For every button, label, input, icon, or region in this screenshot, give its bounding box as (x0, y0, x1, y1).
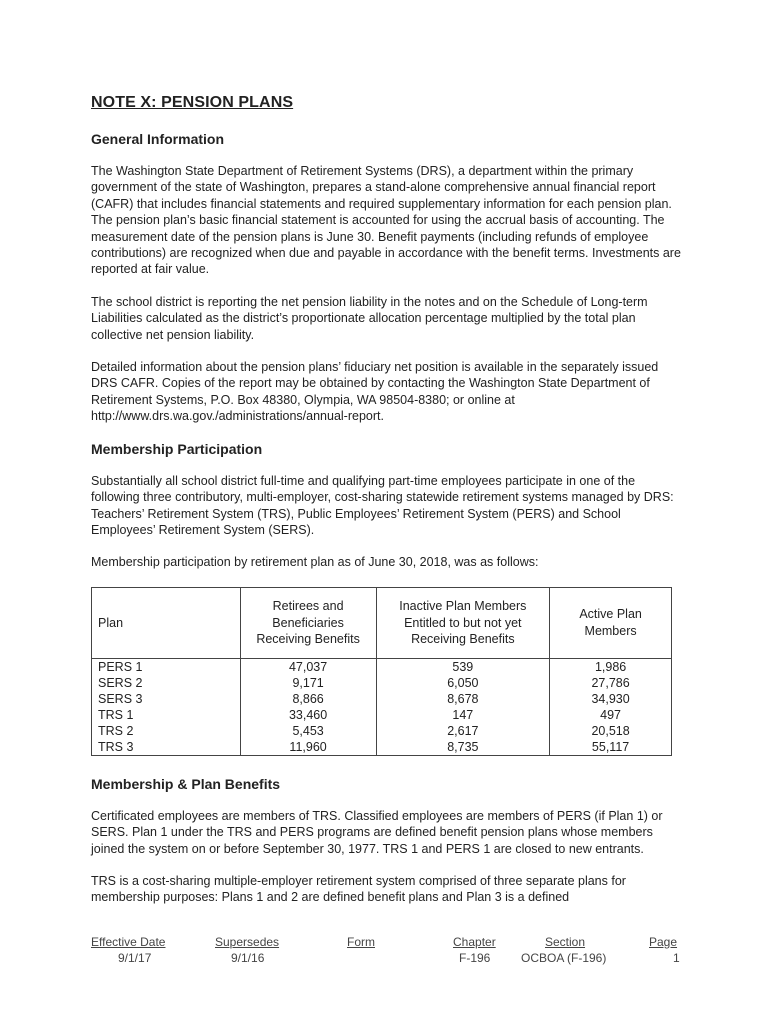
membership-table (91, 587, 672, 756)
general-paragraph-2: The school district is reporting the net pension liability in the notes and on the Schedule of Long-term Liabilities calculated as the district’s proportionate allocation percentage multiplied by the total plan collective net pension liability. (91, 294, 648, 342)
cell-retirees: 9,171 (240, 675, 376, 691)
membership-paragraph-1: Substantially all school district full-time and qualifying part-time employees participate in one of the following three contributory, multi-employer, cost-sharing statewide retirement systems managed by DRS: Teachers’ Retirement System (TRS), Public Employees’ Retirement System (PERS) and School Employees’ Retirement System (SERS). (91, 473, 674, 537)
general-paragraph-1: The Washington State Department of Retirement Systems (DRS), a department within the primary government of the state of Washington, prepares a stand-alone comprehensive annual financial report (CAFR) that includes financial statements and required supplementary information for each pension plan. The pension plan’s basic financial statement is accounted for using the accrual basis of accounting. The measurement date of the pension plans is June 30. Benefit payments (including refunds of employee contributions) are recognized when due and payable in accordance with the benefit terms. Investments are reported at fair value. (91, 164, 681, 277)
cell-plan: SERS 3 (92, 691, 241, 707)
table-row (92, 723, 672, 739)
cell-retirees: 8,866 (240, 691, 376, 707)
page-footer (91, 935, 681, 967)
cell-active: 497 (550, 707, 672, 723)
general-paragraph-3: Detailed information about the pension plans’ fiduciary net position is available in the separately issued DRS CAFR. Copies of the report may be obtained by contacting the Washington State Department of Retirement Systems, P.O. Box 48380, Olympia, WA 98504-8380; or online at http://www.drs.wa.gov./administrations/annual-report. (91, 360, 659, 424)
membership-paragraph-2: Membership participation by retirement plan as of June 30, 2018, was as follows: (91, 555, 539, 570)
footer-value-chapter: F-196 (459, 951, 491, 965)
table-header-row (92, 587, 672, 658)
section-heading-general: General Information (91, 131, 225, 147)
header-inactive: Inactive Plan Members Entitled to but not yet Receiving Benefits (376, 587, 550, 658)
cell-retirees: 33,460 (240, 707, 376, 723)
cell-plan: PERS 1 (92, 658, 241, 675)
document-page (91, 94, 681, 906)
header-active: Active Plan Members (550, 587, 672, 658)
footer-label-supersedes: Supersedes (215, 935, 280, 949)
cell-active: 55,117 (550, 739, 672, 756)
table-row (92, 675, 672, 691)
cell-retirees: 47,037 (240, 658, 376, 675)
page-title: NOTE X: PENSION PLANS (91, 94, 294, 111)
section-heading-benefits: Membership & Plan Benefits (91, 775, 281, 792)
section-heading-membership: Membership Participation (91, 440, 263, 457)
table-row (92, 691, 672, 707)
cell-plan: TRS 2 (92, 723, 241, 739)
header-retirees: Retirees and Beneficiaries Receiving Benefits (240, 587, 376, 658)
cell-active: 34,930 (550, 691, 672, 707)
footer-value-effective-date: 9/1/17 (118, 951, 152, 965)
cell-active: 1,986 (550, 658, 672, 675)
footer-values (91, 951, 681, 967)
table-row (92, 658, 672, 675)
footer-label-chapter: Chapter (453, 935, 496, 949)
footer-labels (91, 935, 681, 951)
table-row (92, 739, 672, 756)
cell-inactive: 6,050 (376, 675, 550, 691)
cell-inactive: 147 (376, 707, 550, 723)
cell-inactive: 539 (376, 658, 550, 675)
footer-label-page: Page (649, 935, 678, 949)
cell-retirees: 5,453 (240, 723, 376, 739)
benefits-paragraph-1: Certificated employees are members of TRS. Classified employees are members of PERS (if Plan 1) or SERS. Plan 1 under the TRS and PERS programs are defined benefit pension plans whose members joined the system on or before September 30, 1977. TRS 1 and PERS 1 are closed to new entrants. (91, 808, 663, 856)
footer-value-page: 1 (673, 951, 680, 965)
cell-plan: TRS 3 (92, 739, 241, 756)
cell-retirees: 11,960 (240, 739, 376, 756)
cell-inactive: 8,678 (376, 691, 550, 707)
footer-label-section: Section (545, 935, 586, 949)
benefits-paragraph-2: TRS is a cost-sharing multiple-employer retirement system comprised of three separate plans for membership purposes: Plans 1 and 2 are defined benefit plans and Plan 3 is a defined (91, 873, 626, 905)
footer-label-form: Form (347, 935, 375, 949)
cell-plan: TRS 1 (92, 707, 241, 723)
cell-active: 20,518 (550, 723, 672, 739)
cell-inactive: 8,735 (376, 739, 550, 756)
table-row (92, 707, 672, 723)
cell-active: 27,786 (550, 675, 672, 691)
cell-inactive: 2,617 (376, 723, 550, 739)
footer-value-supersedes: 9/1/16 (231, 951, 265, 965)
footer-label-effective-date: Effective Date (91, 935, 166, 949)
header-plan: Plan (92, 587, 241, 658)
footer-value-section: OCBOA (F-196) (521, 951, 607, 965)
cell-plan: SERS 2 (92, 675, 241, 691)
